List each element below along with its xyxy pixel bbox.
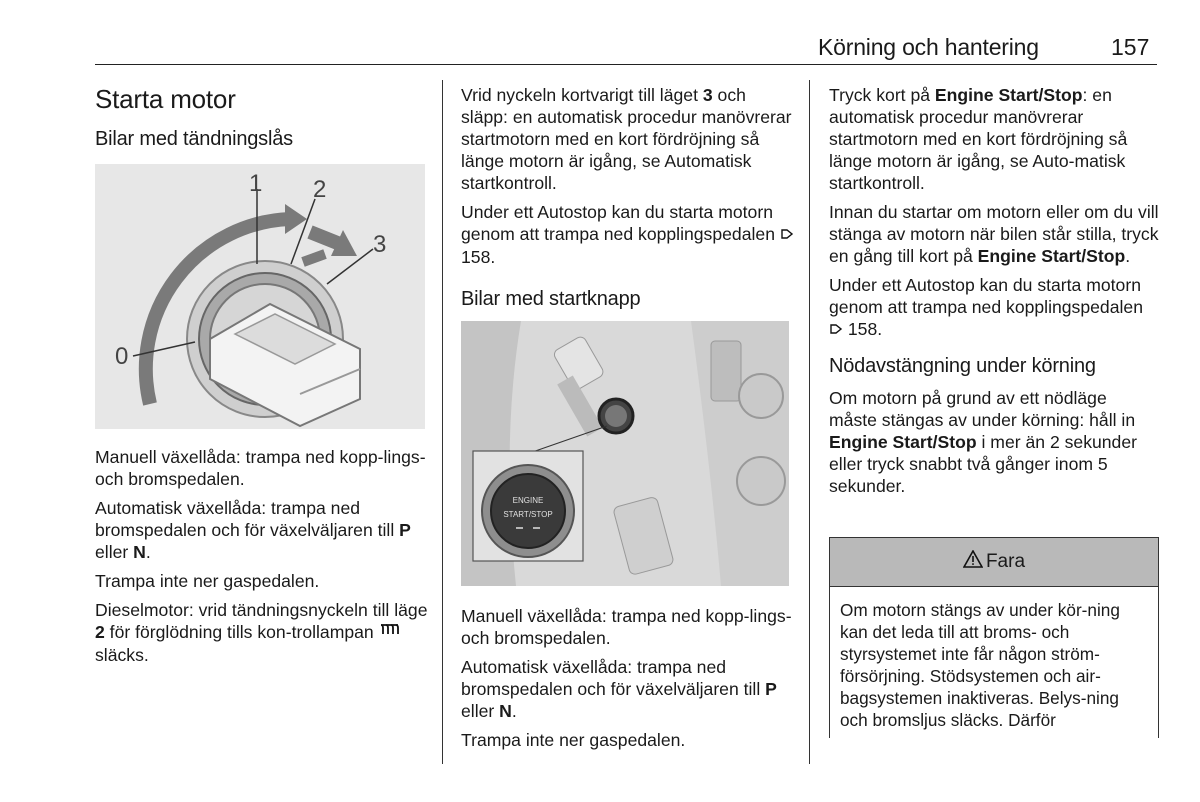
text-run: . (1125, 246, 1131, 266)
paragraph (829, 387, 1159, 497)
column-3 (829, 84, 1159, 504)
text-run: . (511, 701, 517, 721)
section-title: Starta motor (95, 84, 236, 114)
paragraph: Manuell växellåda: trampa ned kopp-lings- och bromspedalen. (95, 447, 426, 489)
start-stop-figure (461, 321, 789, 586)
text-run: Automatisk växellåda: trampa ned bromspedalen och för växelväljaren till (461, 657, 766, 699)
text-run: släcks. (95, 645, 149, 666)
column-divider-left (442, 80, 443, 764)
text-run: eller (95, 542, 134, 562)
danger-text: Om motorn stängs av under kör-ning kan det leda till att broms- och styrsystemet inte får någon ström-försörjning. Stödsystemen och air-bagsystemen inaktiveras. Belys-ning och bromsljus släcks. Därför (840, 600, 1120, 730)
subsection-title-emergency-shutdown: Nödavstängning under körning (829, 355, 1096, 378)
paragraph (461, 656, 796, 722)
paragraph: Trampa inte ner gaspedalen. (461, 730, 686, 750)
control-name: Engine Start/Stop (934, 85, 1083, 105)
paragraph (829, 201, 1159, 267)
text-run: Innan du startar om motorn eller om du vill stänga av motorn när bilen står stilla, tryck en gång till kort på (829, 202, 1159, 266)
paragraph (461, 84, 796, 194)
figure-label-0: 0 (115, 343, 129, 370)
paragraph (461, 201, 796, 268)
text-run: Om motorn på grund av ett nödläge måste stängas av under körning: håll in (829, 388, 1136, 431)
page-reference-arrow-icon (829, 319, 843, 341)
paragraph: Trampa inte ner gaspedalen. (95, 571, 320, 591)
subsection-title-start-button: Bilar med startknapp (461, 288, 641, 311)
figure-label-2: 2 (313, 176, 327, 203)
position-3: 3 (702, 85, 713, 105)
page-number: 157 (1111, 34, 1150, 60)
text-run: Automatisk växellåda: trampa ned bromspedalen och för växelväljaren till (95, 498, 400, 540)
page-reference[interactable]: 158. (461, 247, 496, 268)
figure-label-1: 1 (249, 170, 263, 197)
text-run: Tryck kort på (829, 85, 935, 105)
paragraph (829, 84, 1159, 194)
header-rule (95, 64, 1157, 65)
column-1-text (95, 446, 430, 673)
subsection-title-ignition-lock: Bilar med tändningslås (95, 128, 293, 150)
text-run: Dieselmotor: vrid tändningsnyckeln till läge (95, 600, 428, 620)
running-header-section: Körning och hantering (818, 34, 1039, 60)
text-run: för förglödning tills kon-trollampan (104, 622, 379, 642)
position-2: 2 (95, 622, 105, 642)
gear-n: N (499, 701, 512, 721)
paragraph (95, 599, 430, 666)
control-name: Engine Start/Stop (977, 246, 1126, 266)
control-name: Engine Start/Stop (829, 432, 977, 453)
glow-plug-icon (379, 622, 401, 644)
ignition-lock-illustration (95, 164, 425, 429)
column-1 (95, 128, 430, 150)
text-run: Under ett Autostop kan du starta motorn genom att trampa ned kopplingspedalen (829, 275, 1143, 317)
paragraph: Manuell växellåda: trampa ned kopp-lings- och bromspedalen. (461, 606, 792, 648)
gear-p: P (399, 520, 411, 540)
gear-n: N (133, 542, 146, 562)
danger-header (830, 538, 1158, 587)
start-button-label-engine: ENGINE (512, 496, 544, 505)
danger-title: Fara (985, 551, 1026, 572)
text-run: Vrid nyckeln kortvarigt till läget (461, 85, 703, 105)
text-run: i mer än 2 sekunder eller tryck snabbt två gånger inom 5 sekunder. (829, 432, 1137, 497)
figure-label-3: 3 (373, 231, 387, 258)
gear-p: P (765, 679, 777, 699)
paragraph (829, 274, 1159, 341)
danger-box (829, 537, 1159, 738)
paragraph (95, 497, 430, 563)
text-run: och släpp: en automatisk procedur manövrerar startmotorn med en kort fördröjning så länge motorn är igång, se Automatisk startkontroll. (461, 85, 792, 193)
column-2-bottom (461, 605, 796, 758)
text-run: Under ett Autostop kan du starta motorn genom att trampa ned kopplingspedalen (461, 202, 780, 244)
start-button-illustration (461, 321, 789, 586)
page-reference[interactable]: 158. (847, 319, 883, 339)
ignition-key-figure (95, 164, 425, 429)
text-run: eller (461, 701, 500, 721)
column-2-top (461, 84, 796, 310)
column-divider-right (809, 80, 810, 764)
text-run: . (145, 542, 151, 562)
start-button-label-startstop: START/STOP (503, 510, 553, 519)
warning-triangle-icon (963, 550, 983, 574)
page-reference-arrow-icon (780, 224, 794, 246)
text-run: : en automatisk procedur manövrerar startmotorn med en kort fördröjning så länge motorn är igång, se Auto-matisk startkontroll. (829, 85, 1128, 193)
